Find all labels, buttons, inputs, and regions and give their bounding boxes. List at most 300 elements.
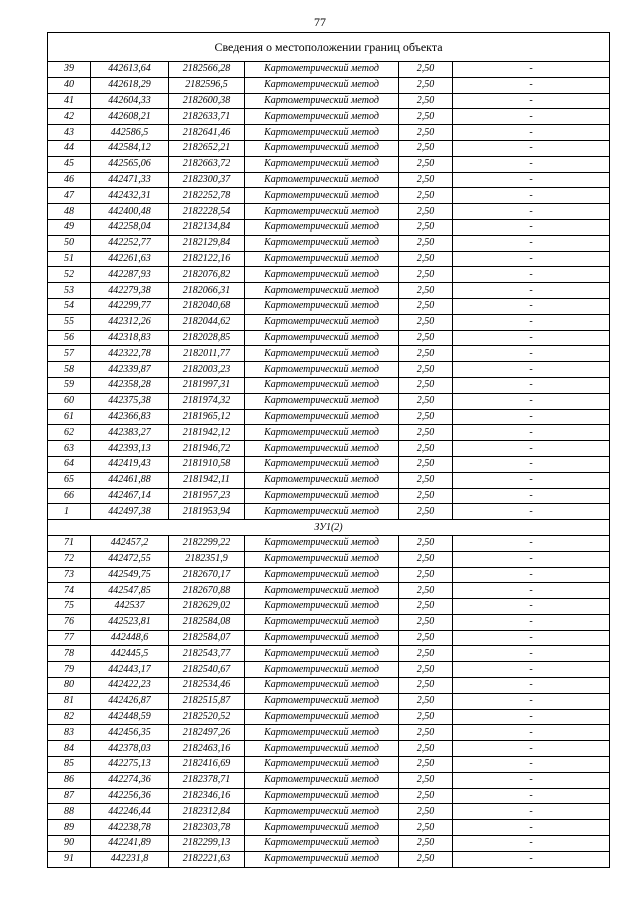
description-cell: -: [453, 772, 610, 788]
point-number: 44: [48, 140, 91, 156]
method-cell: Картометрический метод: [245, 820, 399, 836]
table-row: [48, 409, 610, 425]
table-row: [48, 314, 610, 330]
table-row: [48, 504, 610, 520]
description-cell: -: [453, 820, 610, 836]
method-cell: Картометрический метод: [245, 314, 399, 330]
description-cell: -: [453, 204, 610, 220]
table-row: [48, 298, 610, 314]
coordinate-y: 2182066,31: [169, 283, 245, 299]
precision-cell: 2,50: [399, 425, 453, 441]
coordinate-y: 2182011,77: [169, 346, 245, 362]
table-row: [48, 156, 610, 172]
table-row: [48, 109, 610, 125]
table-row: [48, 488, 610, 504]
coordinate-y: 2181997,31: [169, 377, 245, 393]
description-cell: -: [453, 599, 610, 615]
description-cell: -: [453, 662, 610, 678]
precision-cell: 2,50: [399, 441, 453, 457]
precision-cell: 2,50: [399, 219, 453, 235]
precision-cell: 2,50: [399, 172, 453, 188]
table-row: [48, 725, 610, 741]
coordinate-y: 2182028,85: [169, 330, 245, 346]
coordinate-y: 2182497,26: [169, 725, 245, 741]
description-cell: -: [453, 346, 610, 362]
method-cell: Картометрический метод: [245, 251, 399, 267]
table-row: [48, 204, 610, 220]
method-cell: Картометрический метод: [245, 804, 399, 820]
coordinate-x: 442238,78: [91, 820, 169, 836]
coordinate-x: 442497,38: [91, 504, 169, 520]
description-cell: -: [453, 156, 610, 172]
description-cell: -: [453, 267, 610, 283]
table-row: [48, 62, 610, 78]
precision-cell: 2,50: [399, 330, 453, 346]
method-cell: Картометрический метод: [245, 678, 399, 694]
coordinate-x: 442275,13: [91, 757, 169, 773]
coordinate-x: 442523,81: [91, 614, 169, 630]
method-cell: Картометрический метод: [245, 583, 399, 599]
coordinate-x: 442448,6: [91, 630, 169, 646]
method-cell: Картометрический метод: [245, 535, 399, 551]
boundary-coordinates-table: [47, 32, 610, 868]
description-cell: -: [453, 109, 610, 125]
coordinate-y: 2182629,02: [169, 599, 245, 615]
coordinate-x: 442457,2: [91, 535, 169, 551]
precision-cell: 2,50: [399, 504, 453, 520]
point-number: 57: [48, 346, 91, 362]
method-cell: Картометрический метод: [245, 409, 399, 425]
point-number: 84: [48, 741, 91, 757]
description-cell: -: [453, 330, 610, 346]
coordinate-x: 442318,83: [91, 330, 169, 346]
coordinate-x: 442537: [91, 599, 169, 615]
coordinate-y: 2182534,46: [169, 678, 245, 694]
description-cell: -: [453, 362, 610, 378]
coordinate-y: 2182221,63: [169, 851, 245, 867]
method-cell: Картометрический метод: [245, 709, 399, 725]
coordinate-y: 2181957,23: [169, 488, 245, 504]
coordinate-y: 2182378,71: [169, 772, 245, 788]
method-cell: Картометрический метод: [245, 330, 399, 346]
point-number: 41: [48, 93, 91, 109]
point-number: 76: [48, 614, 91, 630]
description-cell: -: [453, 172, 610, 188]
description-cell: -: [453, 630, 610, 646]
method-cell: Картометрический метод: [245, 567, 399, 583]
method-cell: Картометрический метод: [245, 362, 399, 378]
coordinate-x: 442456,35: [91, 725, 169, 741]
point-number: 71: [48, 535, 91, 551]
point-number: 48: [48, 204, 91, 220]
point-number: 90: [48, 836, 91, 852]
coordinate-x: 442445,5: [91, 646, 169, 662]
coordinate-y: 2182663,72: [169, 156, 245, 172]
coordinate-y: 2182641,46: [169, 125, 245, 141]
coordinate-y: 2182584,07: [169, 630, 245, 646]
coordinate-x: 442467,14: [91, 488, 169, 504]
table-row: [48, 472, 610, 488]
method-cell: Картометрический метод: [245, 140, 399, 156]
precision-cell: 2,50: [399, 741, 453, 757]
coordinate-y: 2182584,08: [169, 614, 245, 630]
point-number: 83: [48, 725, 91, 741]
coordinate-x: 442608,21: [91, 109, 169, 125]
method-cell: Картометрический метод: [245, 662, 399, 678]
point-number: 87: [48, 788, 91, 804]
coordinate-y: 2182003,23: [169, 362, 245, 378]
coordinate-y: 2182670,88: [169, 583, 245, 599]
point-number: 64: [48, 456, 91, 472]
precision-cell: 2,50: [399, 851, 453, 867]
method-cell: Картометрический метод: [245, 346, 399, 362]
point-number: 52: [48, 267, 91, 283]
point-number: 59: [48, 377, 91, 393]
coordinate-x: 442383,27: [91, 425, 169, 441]
point-number: 89: [48, 820, 91, 836]
table-row: [48, 820, 610, 836]
description-cell: -: [453, 788, 610, 804]
table-row: [48, 693, 610, 709]
coordinate-y: 2182596,5: [169, 77, 245, 93]
table-row: [48, 251, 610, 267]
method-cell: Картометрический метод: [245, 772, 399, 788]
table-row: [48, 535, 610, 551]
coordinate-x: 442246,44: [91, 804, 169, 820]
coordinate-x: 442258,04: [91, 219, 169, 235]
method-cell: Картометрический метод: [245, 204, 399, 220]
table-title-row: [48, 33, 610, 62]
table-row: [48, 172, 610, 188]
point-number: 62: [48, 425, 91, 441]
method-cell: Картометрический метод: [245, 757, 399, 773]
method-cell: Картометрический метод: [245, 267, 399, 283]
description-cell: -: [453, 535, 610, 551]
table-row: [48, 567, 610, 583]
coordinate-x: 442261,63: [91, 251, 169, 267]
method-cell: Картометрический метод: [245, 836, 399, 852]
point-number: 50: [48, 235, 91, 251]
precision-cell: 2,50: [399, 693, 453, 709]
precision-cell: 2,50: [399, 535, 453, 551]
table-row: [48, 709, 610, 725]
method-cell: Картометрический метод: [245, 425, 399, 441]
precision-cell: 2,50: [399, 62, 453, 78]
coordinate-x: 442366,83: [91, 409, 169, 425]
point-number: 91: [48, 851, 91, 867]
coordinate-x: 442419,43: [91, 456, 169, 472]
description-cell: -: [453, 219, 610, 235]
precision-cell: 2,50: [399, 409, 453, 425]
point-number: 39: [48, 62, 91, 78]
method-cell: Картометрический метод: [245, 614, 399, 630]
description-cell: -: [453, 757, 610, 773]
description-cell: -: [453, 298, 610, 314]
description-cell: -: [453, 441, 610, 457]
point-number: 86: [48, 772, 91, 788]
coordinate-y: 2182312,84: [169, 804, 245, 820]
table-title: Сведения о местоположении границ объекта: [48, 33, 610, 62]
coordinate-x: 442604,33: [91, 93, 169, 109]
description-cell: -: [453, 504, 610, 520]
table-row: [48, 77, 610, 93]
point-number: 88: [48, 804, 91, 820]
description-cell: -: [453, 409, 610, 425]
description-cell: -: [453, 93, 610, 109]
point-number: 43: [48, 125, 91, 141]
precision-cell: 2,50: [399, 599, 453, 615]
precision-cell: 2,50: [399, 456, 453, 472]
precision-cell: 2,50: [399, 646, 453, 662]
coordinate-y: 2182600,38: [169, 93, 245, 109]
coordinate-y: 2182566,28: [169, 62, 245, 78]
coordinate-y: 2182463,16: [169, 741, 245, 757]
coordinate-y: 2182044,62: [169, 314, 245, 330]
table-row: [48, 188, 610, 204]
table-row: [48, 330, 610, 346]
table-row: [48, 425, 610, 441]
point-number: 78: [48, 646, 91, 662]
point-number: 42: [48, 109, 91, 125]
description-cell: -: [453, 77, 610, 93]
coordinate-x: 442549,75: [91, 567, 169, 583]
precision-cell: 2,50: [399, 283, 453, 299]
table-row: [48, 851, 610, 867]
precision-cell: 2,50: [399, 725, 453, 741]
coordinate-x: 442422,23: [91, 678, 169, 694]
table-row: [48, 836, 610, 852]
coordinate-y: 2181953,94: [169, 504, 245, 520]
precision-cell: 2,50: [399, 788, 453, 804]
coordinate-x: 442299,77: [91, 298, 169, 314]
coordinate-x: 442279,38: [91, 283, 169, 299]
description-cell: -: [453, 678, 610, 694]
description-cell: -: [453, 235, 610, 251]
coordinate-y: 2182303,78: [169, 820, 245, 836]
description-cell: -: [453, 377, 610, 393]
description-cell: -: [453, 62, 610, 78]
method-cell: Картометрический метод: [245, 741, 399, 757]
point-number: 79: [48, 662, 91, 678]
coordinate-y: 2182299,13: [169, 836, 245, 852]
point-number: 82: [48, 709, 91, 725]
table-row: [48, 583, 610, 599]
table-row: [48, 804, 610, 820]
coordinate-y: 2181942,11: [169, 472, 245, 488]
coordinate-y: 2182515,87: [169, 693, 245, 709]
precision-cell: 2,50: [399, 377, 453, 393]
method-cell: Картометрический метод: [245, 441, 399, 457]
method-cell: Картометрический метод: [245, 377, 399, 393]
table-row: [48, 646, 610, 662]
precision-cell: 2,50: [399, 678, 453, 694]
precision-cell: 2,50: [399, 709, 453, 725]
description-cell: -: [453, 804, 610, 820]
coordinate-y: 2181942,12: [169, 425, 245, 441]
coordinate-x: 442426,87: [91, 693, 169, 709]
table-row: [48, 551, 610, 567]
point-number: 46: [48, 172, 91, 188]
method-cell: Картометрический метод: [245, 488, 399, 504]
description-cell: -: [453, 425, 610, 441]
coordinate-y: 2182299,22: [169, 535, 245, 551]
method-cell: Картометрический метод: [245, 851, 399, 867]
coordinate-x: 442613,64: [91, 62, 169, 78]
table-row: [48, 346, 610, 362]
coordinate-y: 2182351,9: [169, 551, 245, 567]
description-cell: -: [453, 741, 610, 757]
precision-cell: 2,50: [399, 567, 453, 583]
table-row: [48, 662, 610, 678]
coordinate-x: 442358,28: [91, 377, 169, 393]
table-row: [48, 125, 610, 141]
precision-cell: 2,50: [399, 267, 453, 283]
precision-cell: 2,50: [399, 298, 453, 314]
method-cell: Картометрический метод: [245, 188, 399, 204]
coordinate-x: 442448,59: [91, 709, 169, 725]
precision-cell: 2,50: [399, 488, 453, 504]
precision-cell: 2,50: [399, 314, 453, 330]
precision-cell: 2,50: [399, 393, 453, 409]
precision-cell: 2,50: [399, 188, 453, 204]
method-cell: Картометрический метод: [245, 393, 399, 409]
method-cell: Картометрический метод: [245, 156, 399, 172]
coordinate-x: 442241,89: [91, 836, 169, 852]
point-number: 73: [48, 567, 91, 583]
coordinate-y: 2182122,16: [169, 251, 245, 267]
point-number: 72: [48, 551, 91, 567]
coordinate-x: 442565,06: [91, 156, 169, 172]
coordinate-y: 2182300,37: [169, 172, 245, 188]
coordinate-y: 2182540,67: [169, 662, 245, 678]
table-row: [48, 757, 610, 773]
point-number: 47: [48, 188, 91, 204]
point-number: 1: [48, 504, 91, 520]
point-number: 60: [48, 393, 91, 409]
precision-cell: 2,50: [399, 125, 453, 141]
coordinate-x: 442584,12: [91, 140, 169, 156]
method-cell: Картометрический метод: [245, 219, 399, 235]
point-number: 55: [48, 314, 91, 330]
method-cell: Картометрический метод: [245, 172, 399, 188]
point-number: 75: [48, 599, 91, 615]
coordinate-y: 2182134,84: [169, 219, 245, 235]
point-number: 74: [48, 583, 91, 599]
point-number: 61: [48, 409, 91, 425]
point-number: 85: [48, 757, 91, 773]
precision-cell: 2,50: [399, 109, 453, 125]
point-number: 51: [48, 251, 91, 267]
coordinate-x: 442274,36: [91, 772, 169, 788]
point-number: 40: [48, 77, 91, 93]
point-number: 45: [48, 156, 91, 172]
coordinate-x: 442339,87: [91, 362, 169, 378]
coordinate-x: 442378,03: [91, 741, 169, 757]
description-cell: -: [453, 251, 610, 267]
description-cell: -: [453, 140, 610, 156]
coordinate-y: 2181946,72: [169, 441, 245, 457]
coordinate-x: 442312,26: [91, 314, 169, 330]
precision-cell: 2,50: [399, 235, 453, 251]
description-cell: -: [453, 725, 610, 741]
coordinate-x: 442471,33: [91, 172, 169, 188]
description-cell: -: [453, 709, 610, 725]
method-cell: Картометрический метод: [245, 283, 399, 299]
coordinate-y: 2182652,21: [169, 140, 245, 156]
precision-cell: 2,50: [399, 472, 453, 488]
table-row: [48, 441, 610, 457]
precision-cell: 2,50: [399, 77, 453, 93]
description-cell: -: [453, 472, 610, 488]
description-cell: -: [453, 283, 610, 299]
coordinate-x: 442287,93: [91, 267, 169, 283]
precision-cell: 2,50: [399, 156, 453, 172]
table-row: [48, 140, 610, 156]
coordinate-x: 442547,85: [91, 583, 169, 599]
table-row: [48, 267, 610, 283]
method-cell: Картометрический метод: [245, 725, 399, 741]
table-row: [48, 456, 610, 472]
precision-cell: 2,50: [399, 614, 453, 630]
coordinate-y: 2182543,77: [169, 646, 245, 662]
section-label: ЗУ1(2): [48, 520, 610, 536]
point-number: 66: [48, 488, 91, 504]
method-cell: Картометрический метод: [245, 599, 399, 615]
point-number: 54: [48, 298, 91, 314]
coordinate-y: 2181974,32: [169, 393, 245, 409]
coordinate-y: 2182040,68: [169, 298, 245, 314]
point-number: 77: [48, 630, 91, 646]
coordinate-y: 2182252,78: [169, 188, 245, 204]
coordinate-y: 2182633,71: [169, 109, 245, 125]
precision-cell: 2,50: [399, 804, 453, 820]
point-number: 49: [48, 219, 91, 235]
coordinate-y: 2182129,84: [169, 235, 245, 251]
coordinate-x: 442586,5: [91, 125, 169, 141]
description-cell: -: [453, 614, 610, 630]
precision-cell: 2,50: [399, 93, 453, 109]
table-row: [48, 599, 610, 615]
point-number: 65: [48, 472, 91, 488]
table-row: [48, 377, 610, 393]
description-cell: -: [453, 456, 610, 472]
method-cell: Картометрический метод: [245, 504, 399, 520]
precision-cell: 2,50: [399, 630, 453, 646]
method-cell: Картометрический метод: [245, 298, 399, 314]
table-row: [48, 393, 610, 409]
method-cell: Картометрический метод: [245, 472, 399, 488]
coordinate-y: 2181965,12: [169, 409, 245, 425]
point-number: 81: [48, 693, 91, 709]
coordinate-x: 442393,13: [91, 441, 169, 457]
coordinate-x: 442322,78: [91, 346, 169, 362]
coordinate-x: 442432,31: [91, 188, 169, 204]
precision-cell: 2,50: [399, 140, 453, 156]
precision-cell: 2,50: [399, 757, 453, 773]
coordinate-x: 442443,17: [91, 662, 169, 678]
coordinate-x: 442252,77: [91, 235, 169, 251]
precision-cell: 2,50: [399, 346, 453, 362]
description-cell: -: [453, 314, 610, 330]
description-cell: -: [453, 488, 610, 504]
section-row: [48, 520, 610, 536]
page-number: 77: [314, 15, 326, 29]
point-number: 58: [48, 362, 91, 378]
coordinate-x: 442472,55: [91, 551, 169, 567]
description-cell: -: [453, 583, 610, 599]
method-cell: Картометрический метод: [245, 646, 399, 662]
description-cell: -: [453, 836, 610, 852]
